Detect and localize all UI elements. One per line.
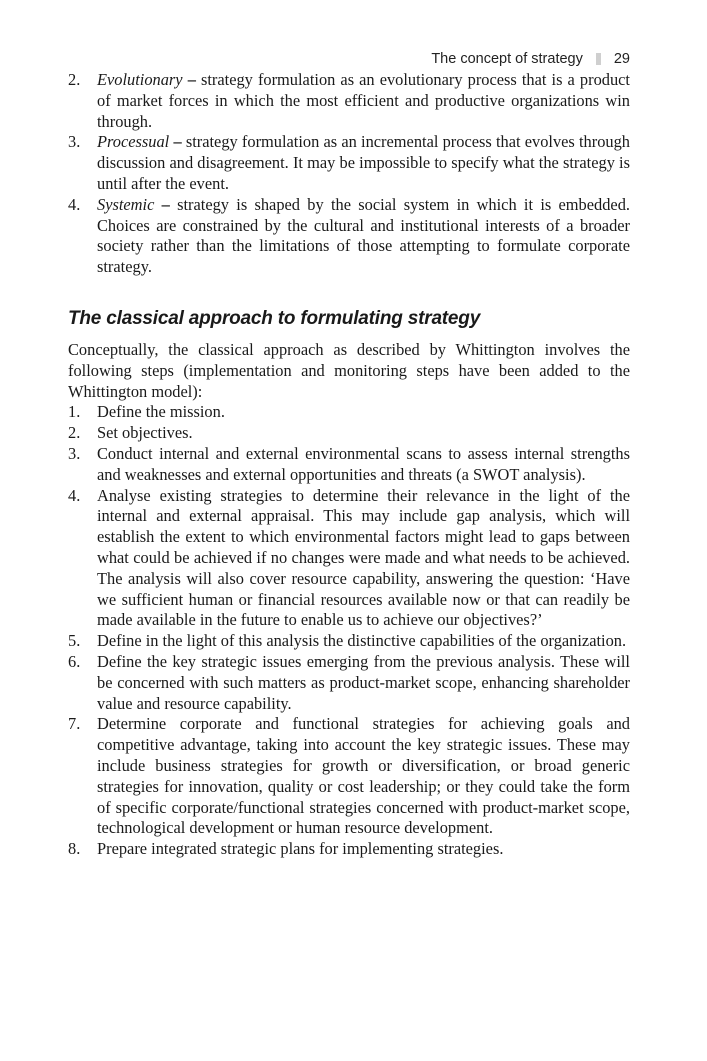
list-text: Conduct internal and external environmental scans to assess internal strengths and weaknesses and external opportunities and threats (a SWOT analysis).	[97, 443, 630, 484]
list-number: 3.	[68, 132, 81, 152]
list-item	[68, 195, 630, 278]
running-title: The concept of strategy	[431, 51, 583, 67]
list-item	[68, 486, 630, 632]
perspective-term: Processual	[97, 132, 170, 152]
section-heading: The classical approach to formulating strategy	[68, 307, 481, 329]
list-number: 3.	[68, 443, 81, 463]
list-text: Prepare integrated strategic plans for implementing strategies.	[97, 839, 504, 859]
book-page	[68, 48, 630, 860]
list-text: Set objectives.	[97, 423, 193, 443]
list-number: 2.	[68, 70, 81, 89]
header-separator	[596, 53, 601, 65]
list-item	[68, 423, 630, 444]
list-text: Determine corporate and functional strategies for achieving goals and competitive advantage, taking into account the key strategic issues. These may include business strategies for growth or diversification, or broad generic strategies for innovation, quality or cost leadership; or they could take the form of specific corporate/functional strategies concerned with product-market scope, technological development or human resource development.	[97, 714, 630, 838]
list-item	[68, 652, 630, 714]
list-number: 4.	[68, 194, 81, 214]
list-item	[68, 839, 630, 860]
list-item	[68, 70, 630, 132]
list-item	[68, 402, 630, 423]
perspective-term: Systemic	[97, 194, 155, 214]
page-number: 29	[613, 51, 630, 67]
list-text	[97, 132, 630, 194]
running-header	[68, 48, 630, 70]
em-dash: –	[161, 194, 170, 214]
list-text: Define the key strategic issues emerging from the previous analysis. These will be concerned with such matters as product-market scope, enhancing shareholder value and resource capability.	[97, 651, 630, 713]
list-number: 1.	[68, 402, 81, 422]
list-text: Analyse existing strategies to determine their relevance in the light of the internal and external appraisal. This may include gap analysis, which will establish the extent to which environmental factors might lead to gaps between what could be achieved if no changes were made and what needs to be achieved. The analysis will also cover resource capability, answering the question: ‘Have we sufficient human or financial resources available now or that can readily be made available in the future to enable us to achieve our objectives?’	[97, 485, 630, 630]
list-number: 2.	[68, 423, 81, 443]
em-dash: –	[187, 70, 196, 89]
perspective-term: Evolutionary	[97, 70, 183, 89]
em-dash: –	[173, 132, 182, 152]
list-number: 4.	[68, 485, 81, 505]
list-item	[68, 444, 630, 486]
list-text: Define in the light of this analysis the distinctive capabilities of the organization.	[97, 631, 627, 651]
list-number: 8.	[68, 839, 81, 859]
perspectives-list	[68, 70, 630, 278]
list-item	[68, 631, 630, 652]
section-intro-paragraph: Conceptually, the classical approach as described by Whittington involves the following steps (implementation and monitoring steps have been added to the Whittington model):	[68, 339, 630, 401]
list-item	[68, 714, 630, 839]
list-text	[97, 70, 630, 132]
perspective-description: strategy formulation as an incremental process that evolves through discussion and disagreement. It may be impossible to specify what the strategy is until after the event.	[97, 132, 630, 193]
list-item	[68, 132, 630, 194]
list-text	[97, 195, 630, 278]
perspective-description: strategy is shaped by the social system in which it is embedded. Choices are constrained by the cultural and institutional interests of a broader society rather than the limitations of those attempting to formulate corporate strategy.	[97, 194, 630, 277]
list-text: Define the mission.	[97, 402, 225, 422]
list-number: 6.	[68, 651, 81, 671]
steps-list	[68, 402, 630, 860]
list-number: 7.	[68, 714, 81, 734]
perspective-description: strategy formulation as an evolutionary process that is a product of market forces in which the most efficient and productive organizations win through.	[97, 70, 630, 131]
list-number: 5.	[68, 631, 81, 651]
